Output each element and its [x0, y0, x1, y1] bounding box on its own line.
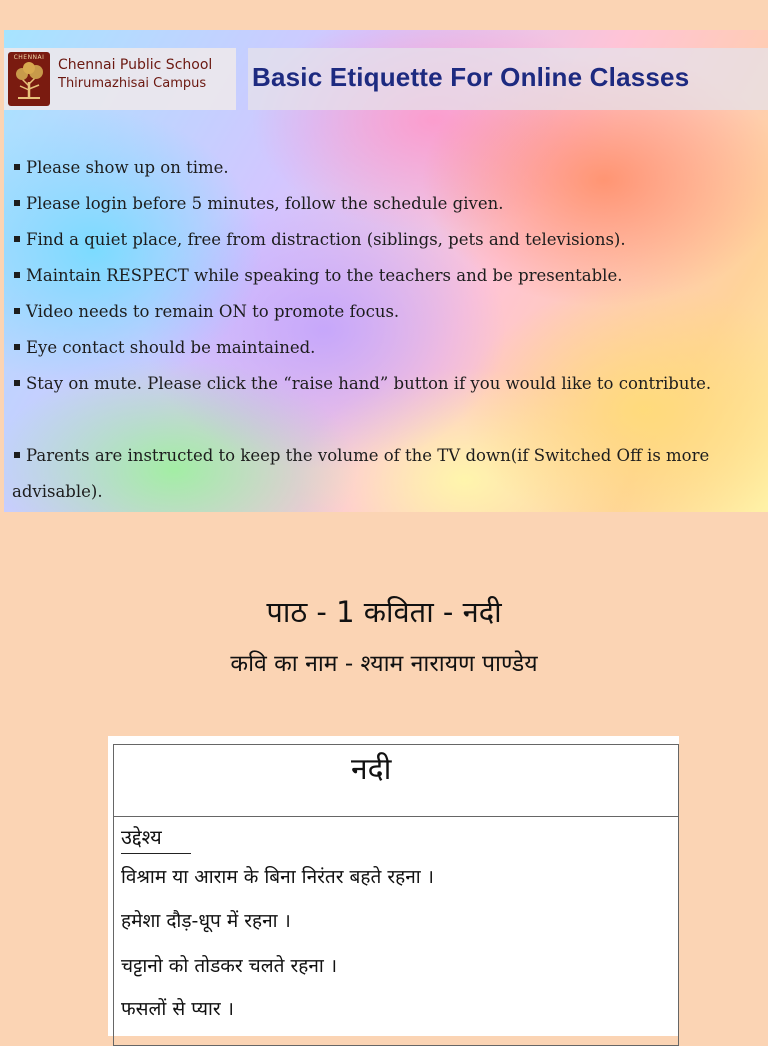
school-name: Chennai Public School: [58, 57, 213, 73]
bullet-icon: [14, 344, 20, 350]
list-item: [12, 366, 762, 438]
poem-heading-cell: [114, 745, 678, 817]
etiquette-list: [12, 150, 762, 510]
bullet-icon: [14, 452, 20, 458]
poem-heading: नदी: [351, 752, 392, 787]
bullet-icon: [14, 308, 20, 314]
rule-text: Stay on mute. Please click the “raise hand” button if you would like to contribute.: [26, 374, 712, 393]
list-item: [12, 330, 762, 366]
list-item: [12, 438, 762, 510]
campus-name: Thirumazhisai Campus: [58, 76, 207, 91]
list-item: [12, 186, 762, 222]
objective-underline: [121, 853, 191, 854]
lesson-title: पाठ - 1 कविता - नदी: [266, 595, 502, 629]
poem-line: हमेशा दौड़-धूप में रहना ।: [121, 910, 291, 932]
rule-text: Eye contact should be maintained.: [26, 338, 316, 357]
list-item: [12, 258, 762, 294]
bullet-icon: [14, 236, 20, 242]
list-item: [12, 294, 762, 330]
rule-text: Video needs to remain ON to promote focus.: [26, 302, 400, 321]
poet-name: कवि का नाम - श्याम नारायण पाण्डेय: [230, 651, 538, 677]
rule-text: Find a quiet place, free from distraction (siblings, pets and televisions).: [26, 230, 626, 249]
rule-text: Parents are instructed to keep the volume of the TV down(if Switched Off is more advisable).: [12, 446, 710, 501]
poem-sheet: [108, 736, 679, 1036]
bullet-icon: [14, 272, 20, 278]
bullet-icon: [14, 380, 20, 386]
banner-title-block: [248, 48, 768, 110]
objective-label: उद्देश्य: [121, 825, 162, 849]
poem-line: विश्राम या आराम के बिना निरंतर बहते रहना ।: [121, 866, 434, 888]
poem-line: चट्टानो को तोडकर चलते रहना ।: [121, 955, 338, 977]
list-item: [12, 222, 762, 258]
bullet-icon: [14, 164, 20, 170]
list-item: [12, 150, 762, 186]
rule-text: Maintain RESPECT while speaking to the teachers and be presentable.: [26, 266, 623, 285]
poem-line: फसलों से प्यार ।: [121, 998, 234, 1020]
banner-title: Basic Etiquette For Online Classes: [252, 62, 690, 92]
school-logo-block: [4, 48, 236, 110]
etiquette-banner: [4, 30, 768, 512]
school-crest-icon: [8, 52, 50, 106]
poem-table: [113, 744, 679, 1046]
crest-text: CHENNAI: [13, 54, 45, 61]
rule-text: Please login before 5 minutes, follow the schedule given.: [26, 194, 504, 213]
rule-text: Please show up on time.: [26, 158, 229, 177]
bullet-icon: [14, 200, 20, 206]
